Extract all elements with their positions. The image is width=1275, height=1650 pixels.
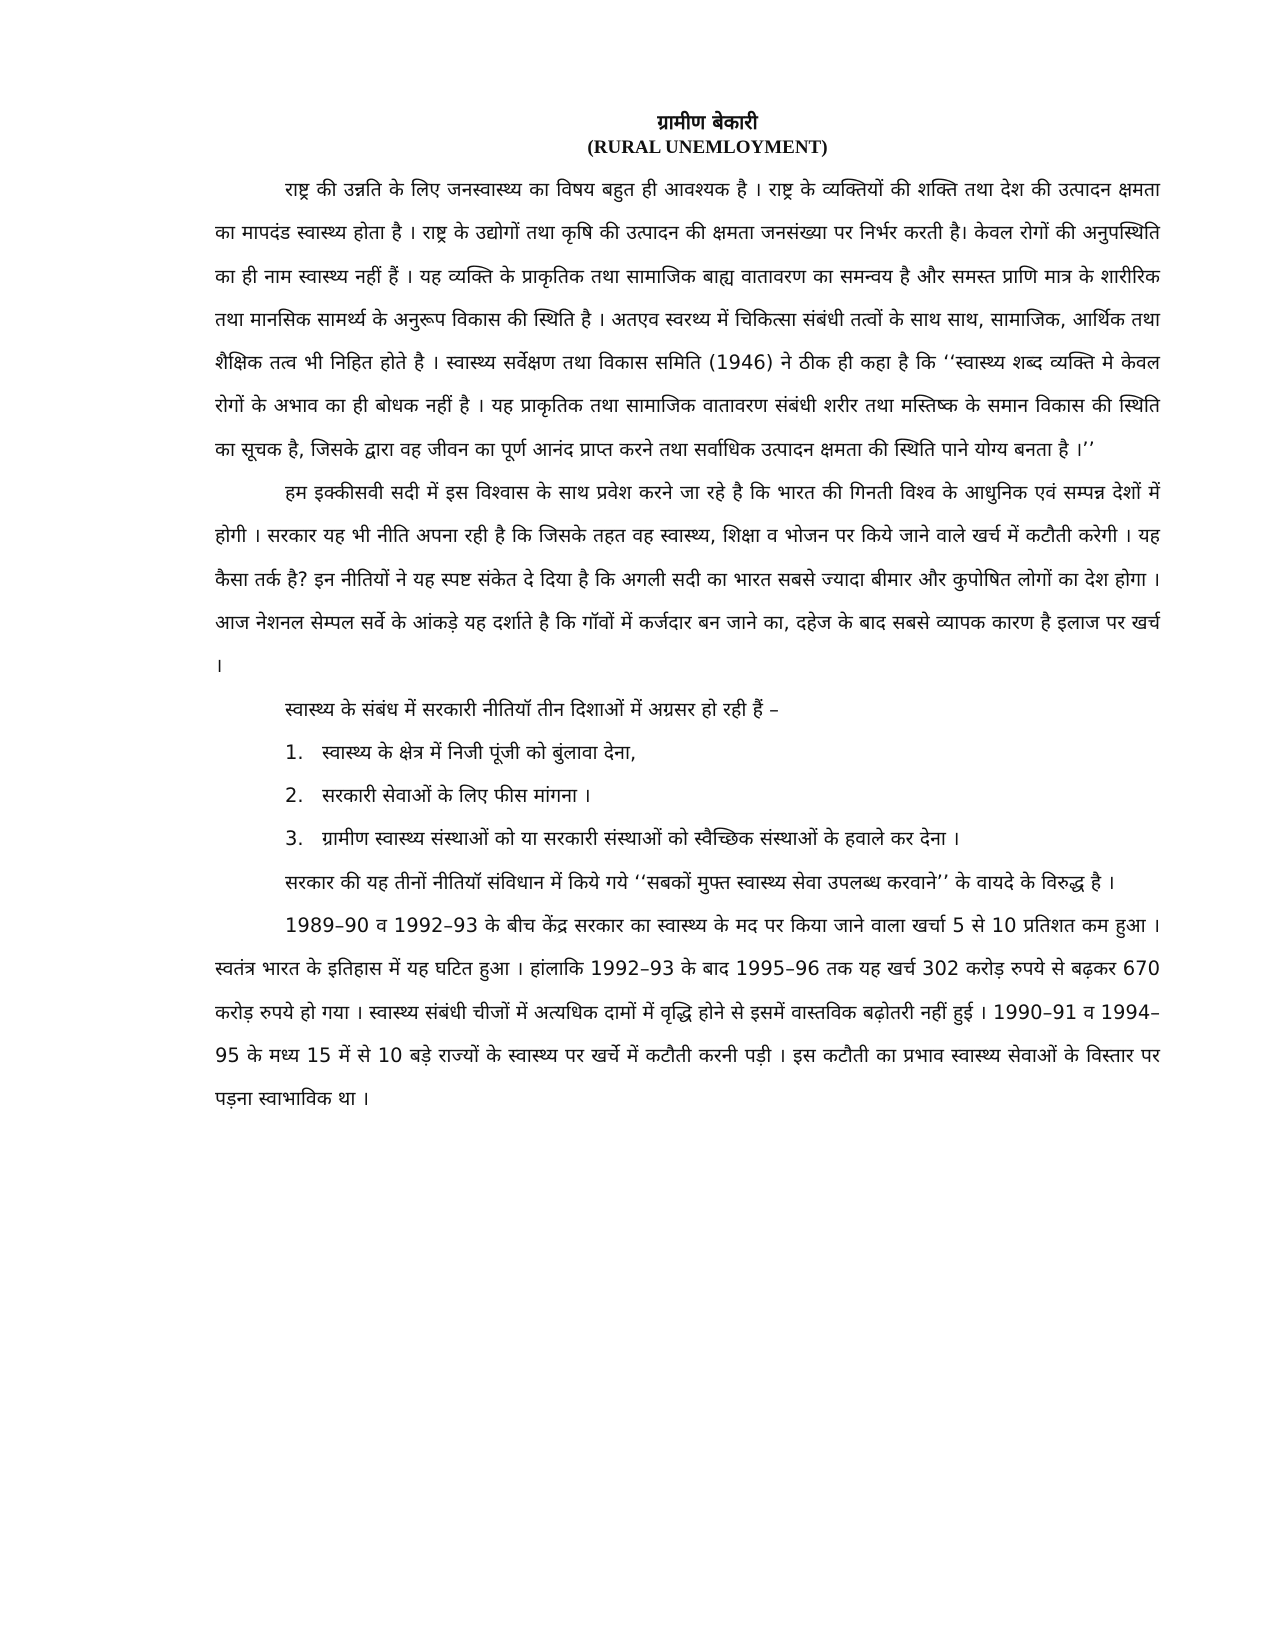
paragraph: हम इक्कीसवी सदी में इस विश्वास के साथ प्रवेश करने जा रहे है कि भारत की गिनती विश्व के आधुनिक एवं सम्पन्न देशों में होगी । सरकार यह भी नीति अपना रही है कि जिसके तहत वह स्वास्थ्य, शिक्षा व भोजन पर किये जाने वाले खर्च में कटौती करेगी । यह कैसा तर्क है? इन नीतियों ने यह स्पष्ट संकेत दे दिया है कि अगली सदी का भारत सबसे ज्यादा बीमार और कुपोषित लोगों का देश होगा । आज नेशनल सेम्पल सर्वे के आंकड़े यह दर्शाते है कि गॉवों में कर्जदार बन जाने का, दहेज के बाद सबसे व्यापक कारण है इलाज पर खर्च । <box>215 481 1160 678</box>
paragraph: राष्ट्र की उन्नति के लिए जनस्वास्थ्य का विषय बहुत ही आवश्यक है । राष्ट्र के व्यक्तियों की शक्ति तथा देश की उत्पादन क्षमता का मापदंड स्वास्थ्य होता है । राष्ट्र के उद्योगों तथा कृषि की उत्पादन की क्षमता जनसंख्या पर निर्भर करती है। केवल रोगों की अनुपस्थिति का ही नाम स्वास्थ्य नहीं हैं । यह व्यक्ति के प्राकृतिक तथा सामाजिक बाह्य वातावरण का समन्वय है और समस्त प्राणि मात्र के शारीरिक तथा मानसिक सामर्थ्य के अनुरूप विकास की स्थिति है । अतएव स्वरथ्य में चिकित्सा संबंधी तत्वों के साथ साथ, सामाजिक, आर्थिक तथा शैक्षिक तत्व भी निहित होते है । स्वास्थ्य सर्वेक्षण तथा विकास समिति (1946) ने ठीक ही कहा है कि ‘‘स्वास्थ्य शब्द व्यक्ति मे केवल रोगों के अभाव का ही बोधक नहीं है । यह प्राकृतिक तथा सामाजिक वातावरण संबंधी शरीर तथा मस्तिष्क के समान विकास की स्थिति का सूचक है, जिसके द्वारा वह जीवन का पूर्ण आनंद प्राप्त करने तथा सर्वाधिक उत्पादन क्षमता की स्थिति पाने योग्य बनता है ।’’ <box>215 178 1160 461</box>
list-item-number: 3. <box>285 827 304 851</box>
list-item-number: 2. <box>285 784 304 808</box>
document-title: ग्रामीण बेकारी <box>657 110 758 134</box>
list-item-text: सरकारी सेवाओं के लिए फीस मांगना । <box>322 784 591 808</box>
list-item-text: स्वास्थ्य के क्षेत्र में निजी पूंजी को बुंलावा देना, <box>322 740 637 764</box>
paragraph: सरकार की यह तीनों नीतियॉ संविधान में किये गये ‘‘सबकों मुफ्त स्वास्थ्य सेवा उपलब्ध करवाने’’ के वायदे के विरुद्ध है । <box>285 870 1115 894</box>
list-item <box>215 731 1160 774</box>
paragraph: स्वास्थ्य के संबंध में सरकारी नीतियॉ तीन दिशाओं में अग्रसर हो रही हैं – <box>285 697 779 721</box>
paragraph: 1989–90 व 1992–93 के बीच केंद्र सरकार का स्वास्थ्य के मद पर किया जाने वाला खर्चा 5 से 10 प्रतिशत कम हुआ । स्वतंत्र भारत के इतिहास में यह घटित हुआ । हांलाकि 1992–93 के बाद 1995–96 तक यह खर्च 302 करोड़ रुपये से बढ़कर 670 करोड़ रुपये हो गया । स्वास्थ्य संबंधी चीजों में अत्यधिक दामों में वृद्धि होने से इसमें वास्तविक बढ़ोतरी नहीं हुई । 1990–91 व 1994–95 के मध्य 15 में से 10 बड़े राज्यों के स्वास्थ्य पर खर्चे में कटौती करनी पड़ी । इस कटौती का प्रभाव स्वास्थ्य सेवाओं के विस्तार पर पड़ना स्वाभाविक था । <box>215 914 1160 1111</box>
list-item-number: 1. <box>285 740 304 764</box>
list-item-text: ग्रामीण स्वास्थ्य संस्थाओं को या सरकारी संस्थाओं को स्वैच्छिक संस्थाओं के हवाले कर देना । <box>322 827 960 851</box>
document-page <box>215 108 1160 1121</box>
policy-list <box>215 731 1160 861</box>
list-item <box>215 774 1160 817</box>
document-subtitle: (RURAL UNEMLOYMENT) <box>587 137 828 158</box>
list-item <box>215 817 1160 860</box>
